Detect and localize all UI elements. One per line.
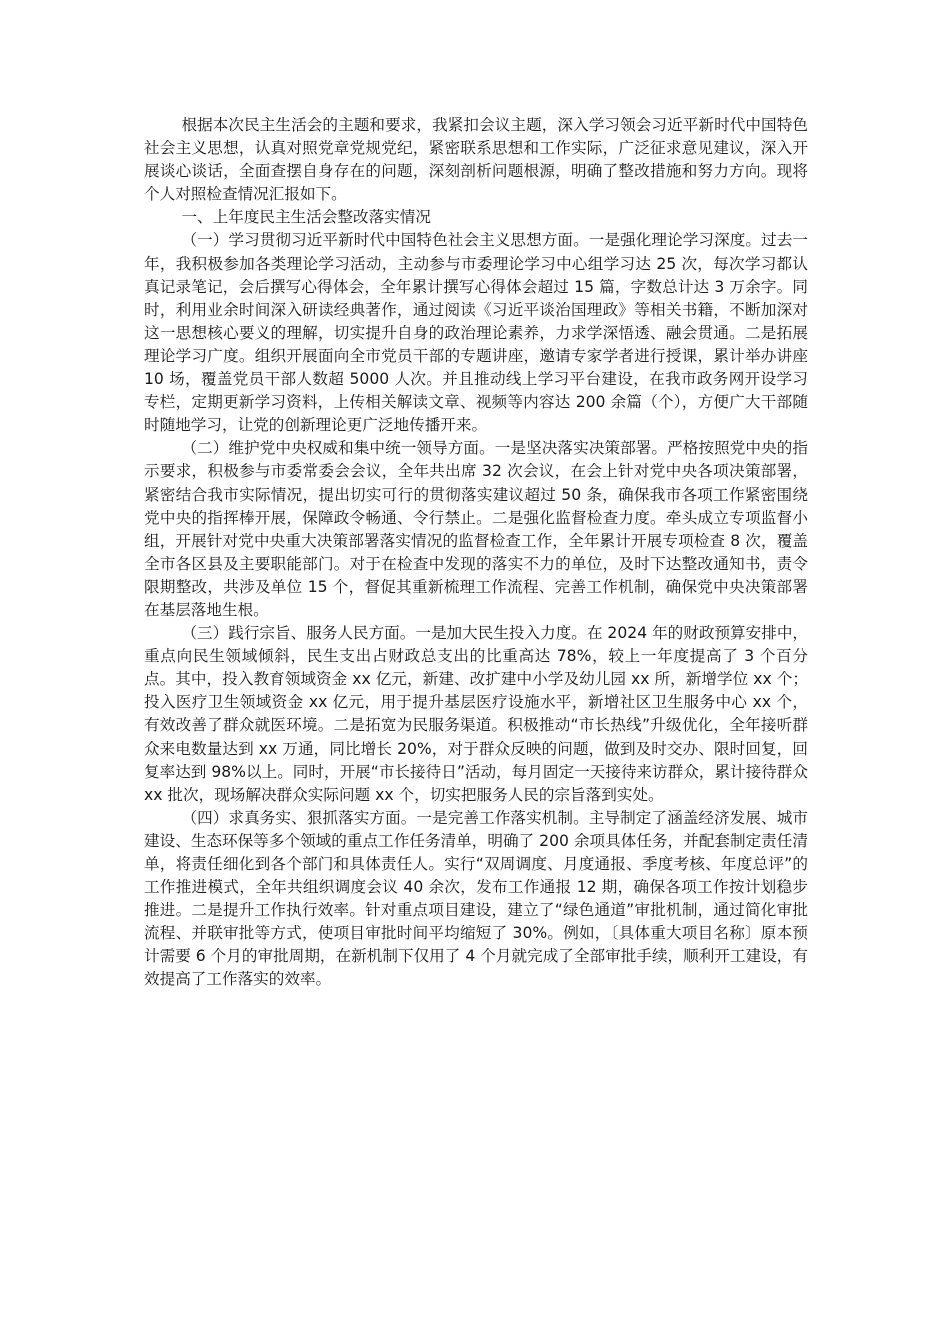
paragraph-implementation: （四）求真务实、狠抓落实方面。一是完善工作落实机制。主导制定了涵盖经济发展、城市建设、生态环保等多个领域的重点工作任务清单，明确了 200 余项具体任务，并配套制定责任清单，将责任细化到各个部门和具体责任人。实行“双周调度、月度通报、季度考核、年度总评”的工作推进模式，全年共组织调度会议 40 余次，发布工作通报 12 期，确保各项工作按计划稳步推进。二是提升工作执行效率。针对重点项目建设，建立了“绿色通道”审批机制，通过简化审批流程、并联审批等方式，使项目审批时间平均缩短了 30%。例如，〔具体重大项目名称〕原本预计需要 6 个月的审批周期，在新机制下仅用了 4 个月就完成了全部审批手续，顺利开工建设，有效提高了工作落实的效率。 [144, 808, 808, 989]
section-heading: 一、上年度民主生活会整改落实情况 [181, 208, 431, 227]
paragraph-study: （一）学习贯彻习近平新时代中国特色社会主义思想方面。一是强化理论学习深度。过去一年，我积极参加各类理论学习活动，主动参与市委理论学习中心组学习达 25 次，每次学习都认真记录笔记，会后撰写心得体会，全年累计撰写心得体会超过 15 篇，字数总计达 3 万余字。同时，利用业余时间深入研读经典著作，通过阅读《习近平谈治国理政》等相关书籍，不断加深对这一思想核心要义的理解，切实提升自身的政治理论素养，力求学深悟透、融会贯通。二是拓展理论学习广度。组织开展面向全市党员干部的专题讲座，邀请专家学者进行授课，累计举办讲座 10 场，覆盖党员干部人数超 5000 人次。并且推动线上学习平台建设，在我市政务网开设学习专栏，定期更新学习资料，上传相关解读文章、视频等内容达 200 余篇（个），方便广大干部随时随地学习，让党的创新理论更广泛地传播开来。 [144, 231, 808, 435]
paragraph-service: （三）践行宗旨、服务人民方面。一是加大民生投入力度。在 2024 年的财政预算安排中，重点向民生领域倾斜，民生支出占财政总支出的比重高达 78%，较上一年度提高了 3 个百分点。其中，投入教育领域资金 xx 亿元，新建、改扩建中小学及幼儿园 xx 所，新增学位 xx 个；投入医疗卫生领域资金 xx 亿元，用于提升基层医疗设施水平，新增社区卫生服务中心 xx 个，有效改善了群众就医环境。二是拓宽为民服务渠道。积极推动“市长热线”升级优化，全年接听群众来电数量达到 xx 万通，同比增长 20%，对于群众反映的问题，做到及时交办、限时回复，回复率达到 98%以上。同时，开展“市长接待日”活动，每月固定一天接待来访群众，累计接待群众 xx 批次，现场解决群众实际问题 xx 个，切实把服务人民的宗旨落到实处。 [144, 624, 809, 804]
intro-paragraph: 根据本次民主生活会的主题和要求，我紧扣会议主题，深入学习领会习近平新时代中国特色社会主义思想，认真对照党章党规党纪，紧密联系思想和工作实际，广泛征求意见建议，深入开展谈心谈话，全面查摆自身存在的问题，深刻剖析问题根源，明确了整改措施和努力方向。现将个人对照检查情况汇报如下。 [144, 116, 808, 204]
paragraph-authority: （二）维护党中央权威和集中统一领导方面。一是坚决落实决策部署。严格按照党中央的指示要求，积极参与市委常委会会议，全年共出席 32 次会议，在会上针对党中央各项决策部署，紧密结合我市实际情况，提出切实可行的贯彻落实建议超过 50 条，确保我市各项工作紧密围绕党中央的指挥棒开展，保障政令畅通、令行禁止。二是强化监督检查力度。牵头成立专项监督小组，开展针对党中央重大决策部署落实情况的监督检查工作，全年累计开展专项检查 8 次，覆盖全市各区县及主要职能部门。对于在检查中发现的落实不力的单位，及时下达整改通知书，责令限期整改，共涉及单位 15 个，督促其重新梳理工作流程、完善工作机制，确保党中央决策部署在基层落地生根。 [144, 439, 808, 619]
document-page [144, 114, 808, 992]
